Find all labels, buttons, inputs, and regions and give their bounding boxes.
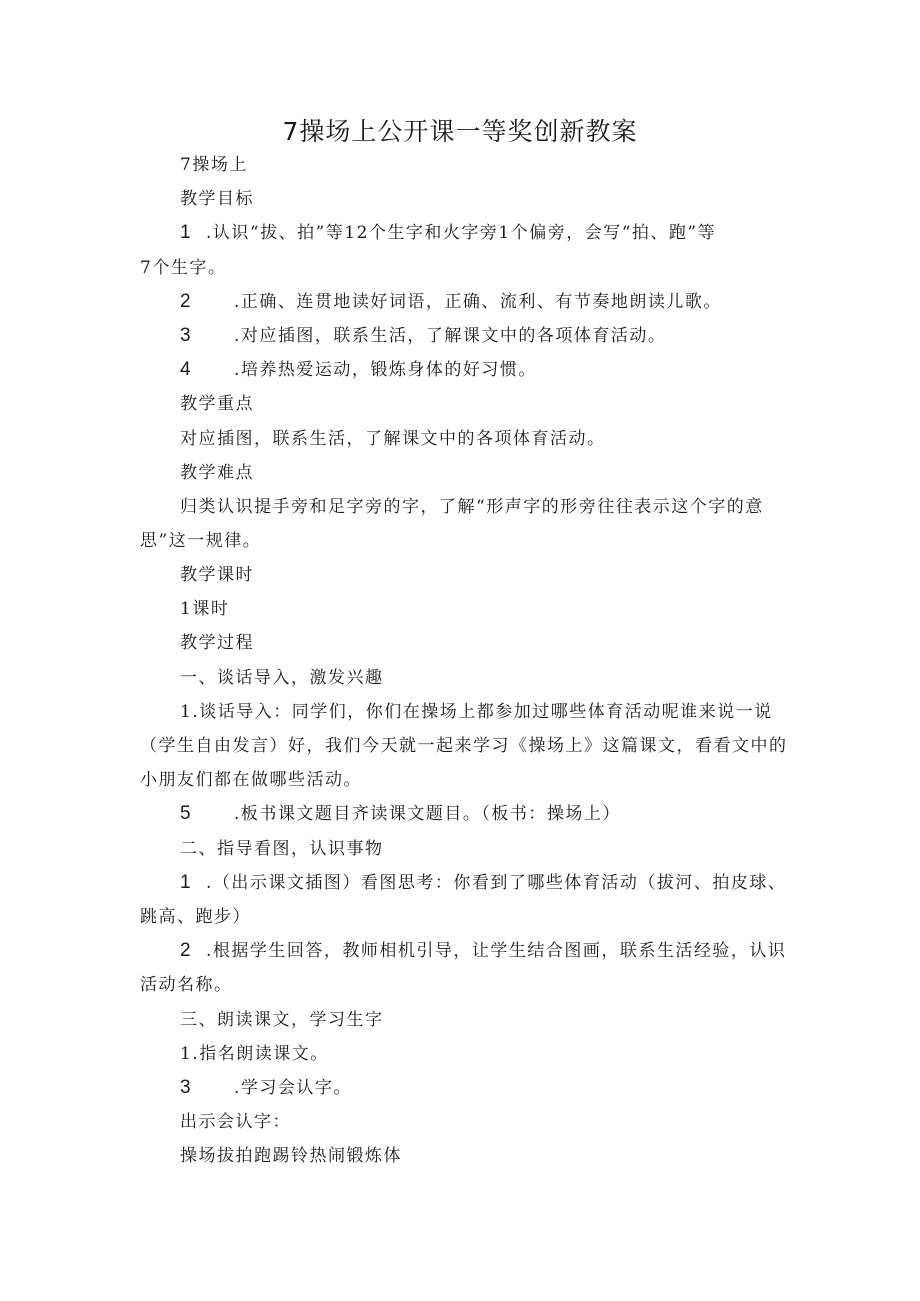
- section-heading: 二、指导看图，认识事物: [180, 839, 384, 859]
- text-line: 小朋友们都在做哪些活动。: [140, 770, 362, 790]
- section-heading: 教学目标: [180, 189, 254, 209]
- section-heading: 三、朗读课文，学习生字: [180, 1010, 384, 1030]
- list-number: 1: [180, 222, 193, 243]
- text-line: 1.谈话导入：同学们，你们在操场上都参加过哪些体育活动呢谁来说一说: [180, 702, 773, 722]
- list-item: 2 .正确、连贯地读好词语，正确、流利、有节奏地朗读儿歌。: [180, 291, 722, 312]
- text-line: 操场拔拍跑踢铃热闹锻炼体: [180, 1146, 402, 1166]
- list-item: 1 .认识“拔、拍”等12个生字和火字旁1个偏旁，会写“拍、跑”等: [180, 222, 717, 243]
- list-number: 4: [180, 359, 193, 380]
- list-number: 3: [180, 325, 193, 346]
- text-line: 思”这一规律。: [140, 531, 262, 551]
- list-item: 1 .（出示课文插图）看图思考：你看到了哪些体育活动（拔河、拍皮球、: [180, 872, 787, 893]
- section-heading: 教学重点: [180, 394, 254, 414]
- list-item: 3 .学习会认字。: [180, 1077, 352, 1098]
- text-line: 活动名称。: [140, 975, 233, 995]
- section-heading: 教学难点: [180, 463, 254, 483]
- list-number: 3: [180, 1077, 193, 1098]
- text-line: 7个生字。: [140, 258, 227, 278]
- section-heading: 教学过程: [180, 633, 254, 653]
- text-line: 7操场上: [180, 155, 248, 175]
- text-line: 出示会认字：: [180, 1112, 291, 1132]
- text-line: （学生自由发言）好，我们今天就一起来学习《操场上》这篇课文，看看文中的: [140, 736, 788, 756]
- list-number: 2: [180, 940, 193, 961]
- section-heading: 教学课时: [180, 565, 254, 585]
- document-title: 7操场上公开课一等奖创新教案: [282, 117, 638, 146]
- text-line: 1课时: [180, 599, 230, 619]
- text-line: 归类认识提手旁和足字旁的字，了解“形声字的形旁往往表示这个字的意: [180, 497, 764, 517]
- section-heading: 一、谈话导入，激发兴趣: [180, 668, 384, 688]
- text-line: 对应插图，联系生活，了解课文中的各项体育活动。: [180, 429, 606, 449]
- list-number: 2: [180, 291, 193, 312]
- list-item: 2 .根据学生回答，教师相机引导，让学生结合图画，联系生活经验，认识: [180, 940, 787, 961]
- list-item: 3 .对应插图，联系生活，了解课文中的各项体育活动。: [180, 325, 667, 346]
- text-line: 跳高、跑步）: [140, 907, 251, 927]
- list-number: 5: [180, 803, 193, 824]
- list-item: 4 .培养热爱运动，锻炼身体的好习惯。: [180, 359, 537, 380]
- text-line: 1.指名朗读课文。: [180, 1044, 329, 1064]
- list-item: 5 .板书课文题目齐读课文题目。（板书：操场上）: [180, 803, 621, 824]
- list-number: 1: [180, 872, 193, 893]
